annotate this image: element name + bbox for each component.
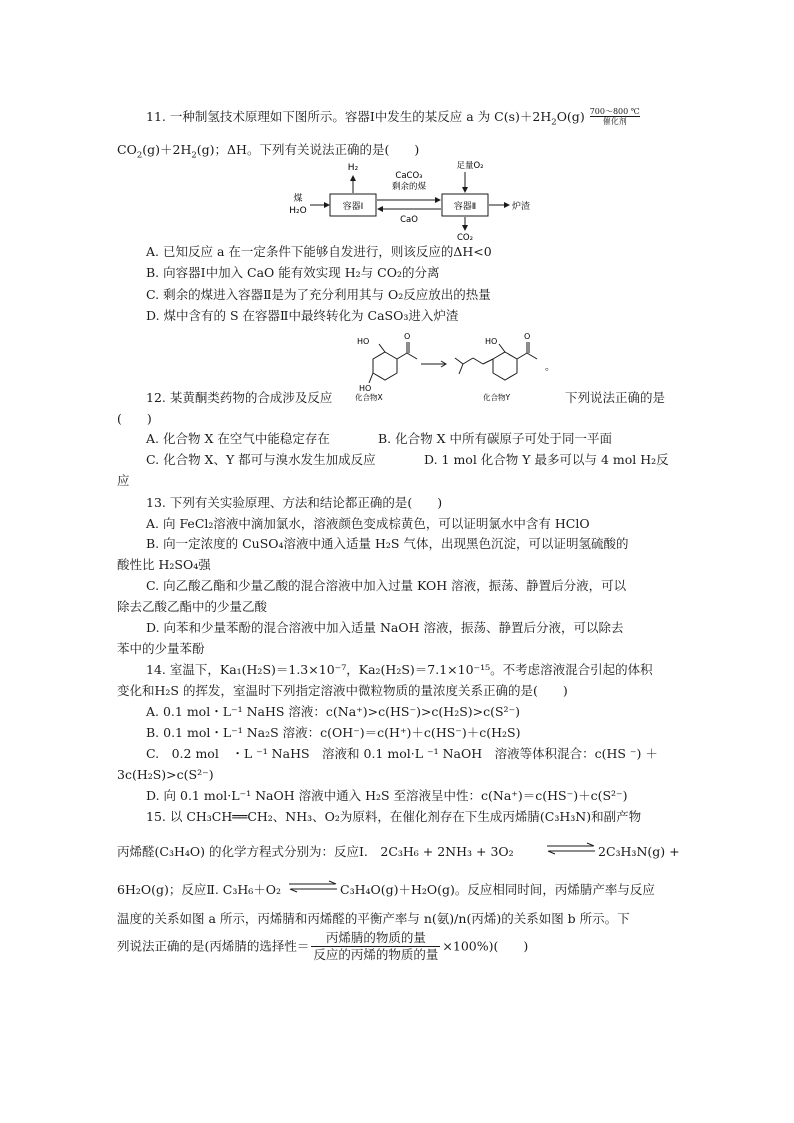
q13-option-a: A. 向 FeCl₂溶液中滴加氯水，溶液颜色变成棕黄色，可以证明氯水中含有 HClO — [146, 516, 590, 531]
cao-label: CaO — [400, 215, 418, 225]
container-1-label: 容器Ⅰ — [342, 202, 364, 212]
q13-option-d-line2: 苯中的少量苯酚 — [117, 641, 205, 656]
excess-o2-label: 足量O₂ — [456, 161, 484, 171]
compound-x-label: 化合物X — [355, 393, 383, 402]
q15-stem-line5: 列说法正确的是(丙烯腈的选择性＝ $\frac{\text{丙烯腈的物质的量}}{\text{反应的丙烯的物质的量}}$ ×100%)( ) — [117, 930, 529, 962]
q15-stem-line2: 丙烯醛(C₃H₄O) 的化学方程式分别为：反应Ⅰ. 2C₃H₆ + 2NH₃ + 3O₂ — [117, 844, 514, 859]
compound-y-structure — [455, 342, 537, 380]
q11-option-b: B. 向容器Ⅰ中加入 CaO 能有效实现 H₂与 CO₂的分离 — [146, 265, 440, 280]
q11-option-d: D. 煤中含有的 S 在容器Ⅱ中最终转化为 CaSO₃进入炉渣 — [146, 308, 459, 323]
x-ho-top: HO — [357, 337, 370, 346]
q12-option-c: C. 化合物 X、Y 都可与溴水发生加成反应 — [146, 452, 376, 467]
q15-stem-line3: 6H₂O(g)；反应Ⅱ. C₃H₆＋O₂ — [117, 882, 282, 897]
compound-x-structure — [369, 342, 417, 383]
q14-option-c-line2: 3c(H₂S)>c(S²⁻) — [117, 767, 214, 782]
q12-option-b: B. 化合物 X 中所有碳原子可处于同一平面 — [378, 431, 612, 446]
q13-stem: 13. 下列有关实验原理、方法和结论都正确的是( ) — [146, 495, 443, 510]
equilibrium-arrow-1 — [545, 842, 597, 856]
q14-stem-line2: 变化和H₂S 的挥发，室温时下列指定溶液中微粒物质的量浓度关系正确的是( ) — [117, 683, 568, 698]
q12-option-a: A. 化合物 X 在空气中能稳定存在 — [146, 431, 330, 446]
q14-option-c-line1: C. 0.2 mol ・L ⁻¹ NaHS 溶液和 0.1 mol·L ⁻¹ NaOH 溶液等体积混合：c(HS ⁻) ＋ — [146, 746, 658, 761]
q14-option-b: B. 0.1 mol・L⁻¹ Na₂S 溶液：c(OH⁻)＝c(H⁺)＋c(HS⁻)＋c(H₂S) — [146, 725, 521, 740]
x-o: O — [404, 332, 411, 341]
q11-process-diagram — [280, 158, 550, 242]
q12-stem-tail: 下列说法正确的是 — [565, 390, 666, 405]
q11-stem-line1: 11. 一种制氢技术原理如下图所示。容器Ⅰ中发生的某反应 a 为 $C(s)+2H_2O(g)$ 700～800 ℃ 催化剂 — [146, 106, 640, 128]
q14-stem-line1: 14. 室温下，Ka₁(H₂S)＝1.3×10⁻⁷，Ka₂(H₂S)＝7.1×10⁻¹⁵。不考虑溶液混合引起的体积 — [146, 662, 653, 677]
q15-stem-line2-tail: 2C₃H₃N(g) + — [598, 844, 680, 859]
slag-label: 炉渣 — [512, 202, 531, 212]
reaction-condition: 700～800 ℃ 催化剂 — [589, 106, 640, 126]
leftover-coal-label: 剩余的煤 — [391, 182, 427, 192]
equilibrium-arrow-2 — [287, 880, 339, 894]
coal-label: 煤 — [293, 194, 303, 204]
q15-stem-line3-tail: C₃H₄O(g)＋H₂O(g)。反应相同时间，丙烯腈产率与反应 — [340, 882, 655, 897]
y-ho-top: HO — [485, 337, 498, 346]
q13-option-c-line1: C. 向乙酸乙酯和少量乙酸的混合溶液中加入过量 KOH 溶液，振荡、静置后分液，可以 — [146, 578, 627, 593]
q12-reaction-scheme — [355, 328, 555, 404]
caco3-label: CaCO₃ — [395, 171, 423, 181]
selectivity-fraction: $\frac{\text{丙烯腈的物质的量}}{\text{反应的丙烯的物质的量}}$ — [313, 930, 439, 962]
q13-option-d-line1: D. 向苯和少量苯酚的混合溶液中加入适量 NaOH 溶液，振荡、静置后分液，可以除去 — [146, 620, 624, 635]
q13-option-b-line1: B. 向一定浓度的 CuSO₄溶液中通入适量 H₂S 气体，出现黑色沉淀，可以证明氢硫酸的 — [146, 536, 629, 551]
co2-label: CO₂ — [456, 233, 474, 242]
q12-stem: 12. 某黄酮类药物的合成涉及反应 — [146, 390, 333, 405]
h2-label: H₂ — [347, 163, 359, 173]
q11-option-a: A. 已知反应 a 在一定条件下能够自发进行，则该反应的ΔH<0 — [146, 244, 492, 259]
water-label: H₂O — [289, 206, 307, 216]
q15-stem-line4: 温度的关系如图 a 所示，丙烯腈和丙烯醛的平衡产率与 n(氨)/n(丙烯)的关系如图 b 所示。下 — [117, 911, 630, 926]
q12-paren: ( ) — [117, 411, 152, 426]
container-2-label: 容器Ⅱ — [453, 202, 477, 212]
q11-stem-line2: $CO_2(g)+2H_2(g)$；ΔH。下列有关说法正确的是( ) — [117, 142, 420, 161]
scheme-period: 。 — [545, 362, 555, 373]
compound-y-label: 化合物Y — [483, 393, 511, 402]
q11-option-c: C. 剩余的煤进入容器Ⅱ是为了充分利用其与 O₂反应放出的热量 — [146, 287, 491, 302]
q14-option-d: D. 向 0.1 mol·L⁻¹ NaOH 溶液中通入 H₂S 至溶液呈中性：c(Na⁺)＝c(HS⁻)＋c(S²⁻) — [146, 788, 628, 803]
q12-option-d: D. 1 mol 化合物 Y 最多可以与 4 mol H₂反 — [424, 452, 669, 467]
x-ho-bottom: HO — [359, 384, 372, 393]
q14-option-a: A. 0.1 mol・L⁻¹ NaHS 溶液：c(Na⁺)>c(HS⁻)>c(H₂S)>c(S²⁻) — [146, 704, 521, 719]
y-o: O — [524, 332, 531, 341]
q15-stem-line1: 15. 以 CH₃CH══CH₂、NH₃、O₂为原料，在催化剂存在下生成丙烯腈(C₃H₃N)和副产物 — [146, 809, 642, 824]
q13-option-b-line2: 酸性比 H₂SO₄强 — [117, 557, 211, 572]
q12-option-d-tail: 应 — [117, 473, 130, 488]
q13-option-c-line2: 除去乙酸乙酯中的少量乙酸 — [117, 599, 268, 614]
